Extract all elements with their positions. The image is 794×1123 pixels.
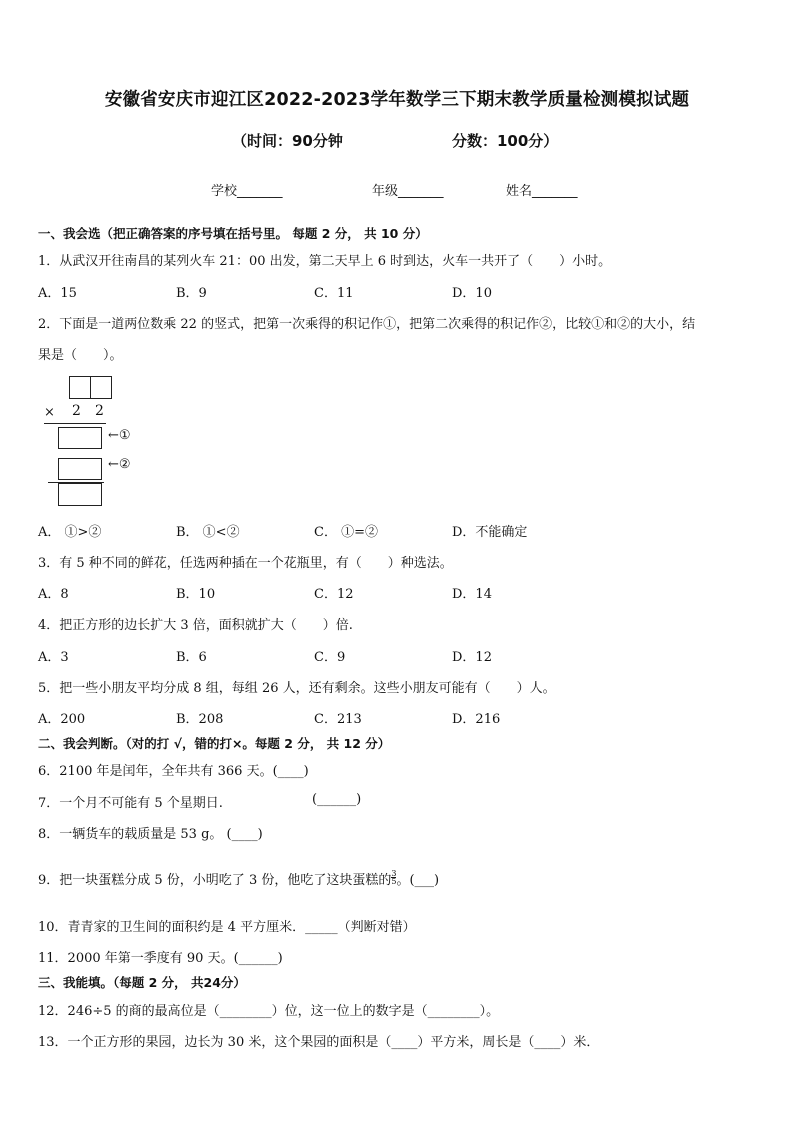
question-8: 8．一辆货车的载质量是 53 g。 (____)	[38, 827, 263, 842]
question-3: 3．有 5 种不同的鲜花，任选两种插在一个花瓶里，有（ ）种选法。	[38, 556, 453, 571]
digit-box-ones[interactable]	[90, 376, 112, 399]
section-heading-2: 二、我会判断。（对的打 √，错的打×。每题 2 分， 共 12 分）	[38, 736, 391, 751]
q2-option-a[interactable]: A． ①>②	[38, 525, 102, 540]
q5-option-d[interactable]: D．216	[452, 712, 501, 727]
q4-option-d[interactable]: D．12	[452, 650, 492, 665]
q5-option-b[interactable]: B．208	[176, 712, 224, 727]
question-10: 10．青青家的卫生间的面积约是 4 平方厘米．_____（判断对错）	[38, 920, 416, 935]
q1-option-d[interactable]: D．10	[452, 286, 492, 301]
multiplier-digit-2: 2	[95, 403, 104, 419]
question-2: 2．下面是一道两位数乘 22 的竖式，把第一次乘得的积记作①，把第二次乘得的积记作②，比较①和②的大小，结	[38, 317, 696, 332]
name-field[interactable]: 姓名_______	[506, 184, 578, 199]
question-6: 6．2100 年是闰年，全年共有 366 天。(____)	[38, 764, 309, 779]
exam-score: 分数：100分）	[452, 132, 559, 150]
question-1: 1．从武汉开往南昌的某列火车 21：00 出发，第二天早上 6 时到达，火车一共开了（ ）小时。	[38, 254, 612, 269]
q4-option-b[interactable]: B．6	[176, 650, 207, 665]
fraction-denominator: 5	[391, 877, 397, 886]
q3-option-a[interactable]: A．8	[38, 587, 69, 602]
q2-option-b[interactable]: B． ①<②	[176, 525, 240, 540]
q1-option-a[interactable]: A．15	[38, 286, 77, 301]
partial-product-2-box[interactable]	[58, 458, 102, 480]
fraction-numerator: 3	[391, 869, 397, 878]
final-product-box[interactable]	[58, 483, 102, 506]
q1-option-b[interactable]: B．9	[176, 286, 207, 301]
q2-option-d[interactable]: D．不能确定	[452, 525, 528, 540]
q4-option-c[interactable]: C．9	[314, 650, 346, 665]
multiplier-digit-1: 2	[72, 403, 81, 419]
q5-option-c[interactable]: C．213	[314, 712, 362, 727]
exam-time: （时间：90分钟	[232, 132, 343, 150]
q3-option-d[interactable]: D．14	[452, 587, 492, 602]
fraction	[391, 870, 396, 885]
partial-product-1-box[interactable]	[58, 427, 102, 449]
question-9-text: 9．把一块蛋糕分成 5 份，小明吃了 3 份，他吃了这块蛋糕的	[38, 873, 392, 888]
school-field[interactable]: 学校_______	[211, 184, 283, 199]
question-2-cont: 果是（ ）。	[38, 348, 123, 363]
question-9-answer[interactable]: 。(___)	[396, 873, 440, 888]
question-4: 4．把正方形的边长扩大 3 倍，面积就扩大（ ）倍.	[38, 618, 353, 633]
q2-option-c[interactable]: C． ①=②	[314, 525, 378, 540]
question-7: 7．一个月不可能有 5 个星期日.	[38, 796, 223, 811]
grade-field[interactable]: 年级_______	[372, 184, 444, 199]
times-sign: ×	[44, 405, 55, 420]
question-9	[38, 869, 439, 888]
question-11: 11．2000 年第一季度有 90 天。(______)	[38, 951, 283, 966]
q3-option-c[interactable]: C．12	[314, 587, 354, 602]
section-heading-3: 三、我能填。（每题 2 分， 共24分）	[38, 975, 246, 990]
question-12: 12．246÷5 的商的最高位是（________）位，这一位上的数字是（________）。	[38, 1004, 500, 1019]
section-heading-1: 一、我会选（把正确答案的序号填在括号里。 每题 2 分， 共 10 分）	[38, 226, 428, 241]
q3-option-b[interactable]: B．10	[176, 587, 216, 602]
q1-option-c[interactable]: C．11	[314, 286, 354, 301]
label-product-1: ←①	[108, 428, 131, 443]
question-13: 13．一个正方形的果园，边长为 30 米，这个果园的面积是（____）平方米，周长是（____）米．	[38, 1035, 600, 1050]
page-title: 安徽省安庆市迎江区2022-2023学年数学三下期末教学质量检测模拟试题	[104, 90, 690, 110]
q5-option-a[interactable]: A．200	[38, 712, 86, 727]
question-5: 5．把一些小朋友平均分成 8 组，每组 26 人，还有剩余。这些小朋友可能有（ ）人。	[38, 681, 556, 696]
digit-box-tens[interactable]	[69, 376, 91, 399]
question-7-answer[interactable]: (______)	[312, 792, 362, 807]
label-product-2: ←②	[108, 457, 131, 472]
q4-option-a[interactable]: A．3	[38, 650, 69, 665]
multiplication-line	[44, 423, 106, 424]
